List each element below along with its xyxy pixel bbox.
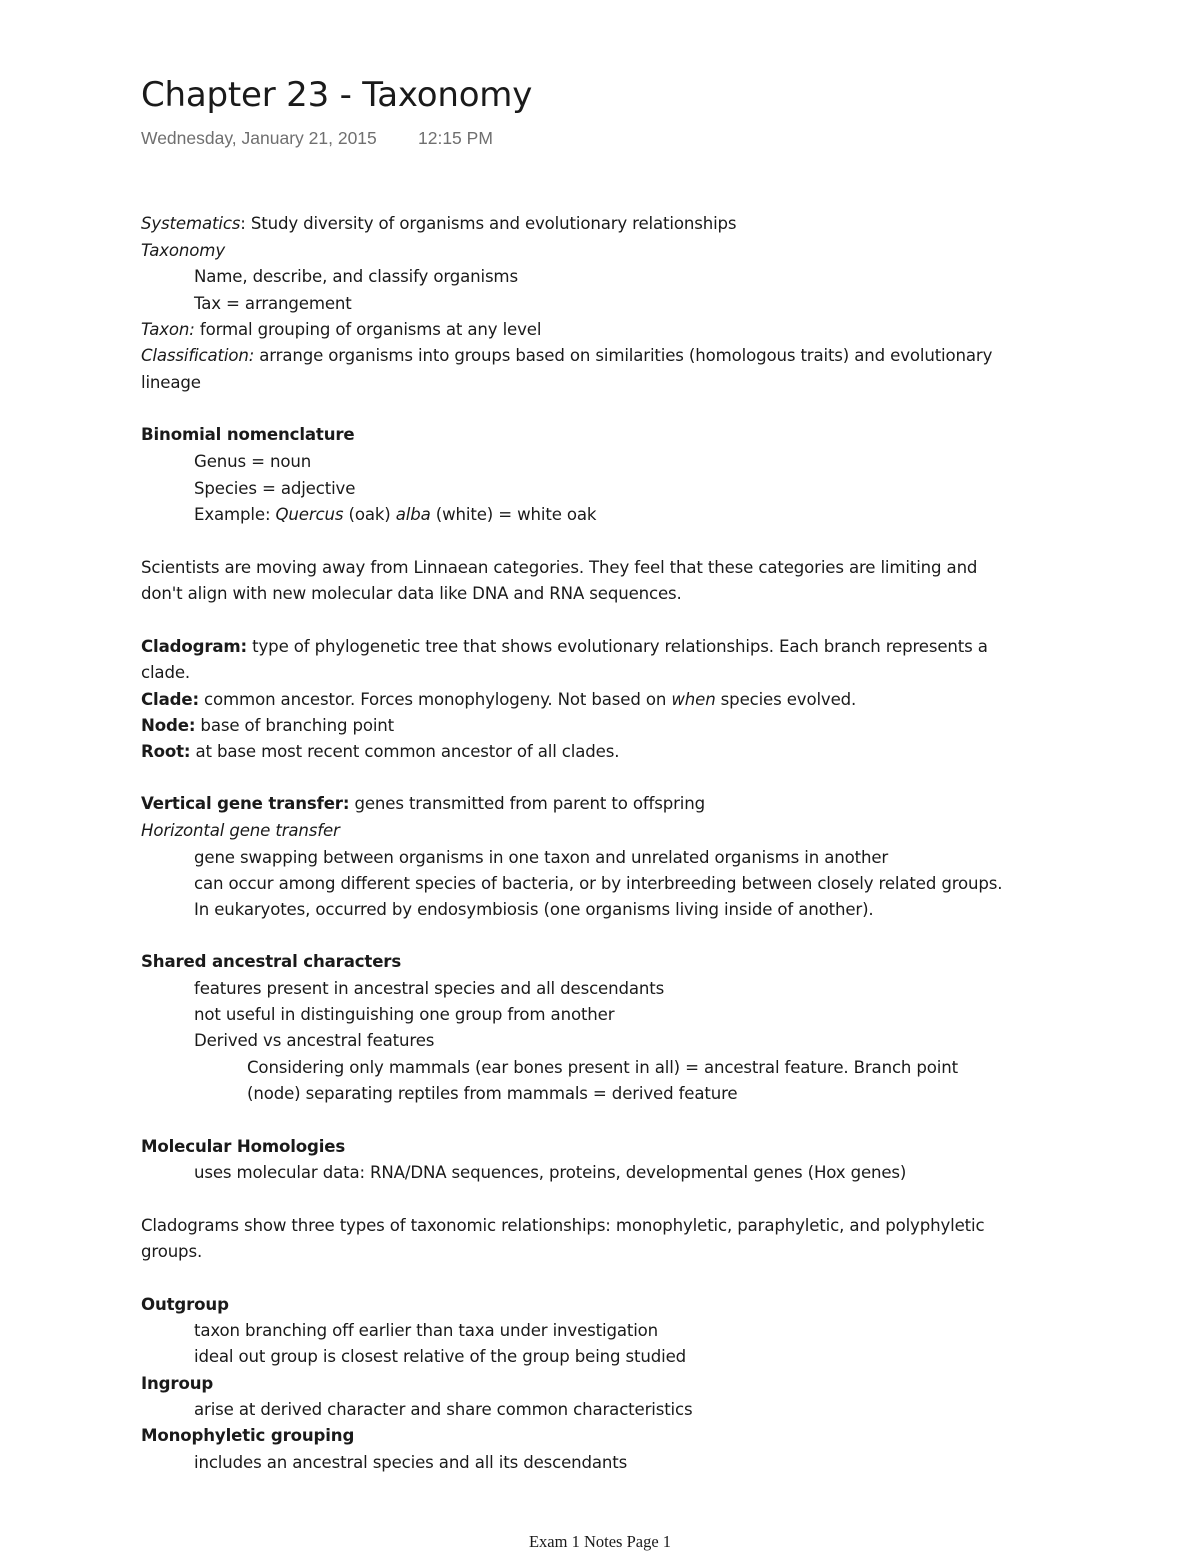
binomial-genus: Genus = noun: [194, 452, 312, 471]
cladogram-line-2: clade.: [141, 663, 191, 682]
binomial-heading: Binomial nomenclature: [141, 425, 355, 444]
classification-term: Classification:: [141, 346, 255, 365]
root-line: [141, 740, 619, 764]
linnaean-line-2: don't align with new molecular data like DNA and RNA sequences.: [141, 584, 682, 603]
linnaean-line-1: Scientists are moving away from Linnaean categories. They feel that these categories are limiting and: [141, 558, 978, 577]
cladogram-line: [141, 635, 988, 659]
shared-subpoint-2: (node) separating reptiles from mammals = derived feature: [247, 1084, 738, 1103]
systematics-text: : Study diversity of organisms and evolutionary relationships: [240, 214, 737, 233]
horizontal-point-3: In eukaryotes, occurred by endosymbiosis (one organisms living inside of another).: [194, 900, 874, 919]
systematics-term: Systematics: [141, 214, 241, 233]
example-suffix: (white) = white oak: [430, 505, 597, 524]
taxonomy-line: [141, 239, 225, 263]
shared-point-2: not useful in distinguishing one group from another: [194, 1005, 615, 1024]
shared-point-1: features present in ancestral species and all descendants: [194, 979, 665, 998]
page-footer: Exam 1 Notes Page 1: [528, 1532, 672, 1551]
types-line-1: Cladograms show three types of taxonomic relationships: monophyletic, paraphyletic, and polyphyletic: [141, 1216, 985, 1235]
classification-text: arrange organisms into groups based on similarities (homologous traits) and evolutionary: [254, 346, 993, 365]
shared-heading: Shared ancestral characters: [141, 952, 402, 971]
vertical-transfer-line: [141, 792, 705, 816]
shared-point-3: Derived vs ancestral features: [194, 1031, 435, 1050]
horizontal-term: Horizontal gene transfer: [141, 821, 340, 840]
outgroup-point-2: ideal out group is closest relative of the group being studied: [194, 1347, 687, 1366]
node-text: base of branching point: [195, 716, 395, 735]
shared-subpoint-1: Considering only mammals (ear bones present in all) = ancestral feature. Branch point: [247, 1058, 958, 1077]
types-line-2: groups.: [141, 1242, 203, 1261]
horizontal-point-2: can occur among different species of bacteria, or by interbreeding between closely related groups.: [194, 874, 1003, 893]
classification-line-2: lineage: [141, 373, 201, 392]
note-date: Wednesday, January 21, 2015: [141, 128, 377, 148]
taxonomy-term: Taxonomy: [141, 241, 225, 260]
cladogram-text: type of phylogenetic tree that shows evolutionary relationships. Each branch represents a: [247, 637, 988, 656]
root-text: at base most recent common ancestor of all clades.: [190, 742, 620, 761]
taxonomy-point-1: Name, describe, and classify organisms: [194, 267, 518, 286]
horizontal-point-1: gene swapping between organisms in one taxon and unrelated organisms in another: [194, 848, 889, 867]
cladogram-term: Cladogram:: [141, 637, 248, 656]
clade-line: [141, 688, 856, 712]
clade-emph: when: [671, 690, 716, 709]
example-prefix: Example:: [194, 505, 276, 524]
taxon-text: formal grouping of organisms at any level: [194, 320, 542, 339]
node-line: [141, 714, 394, 738]
molecular-heading: Molecular Homologies: [141, 1137, 346, 1156]
vertical-text: genes transmitted from parent to offspring: [349, 794, 705, 813]
clade-term: Clade:: [141, 690, 199, 709]
page-title: Chapter 23 - Taxonomy: [141, 75, 533, 115]
ingroup-point-1: arise at derived character and share common characteristics: [194, 1400, 693, 1419]
example-genus: Quercus: [275, 505, 344, 524]
classification-line: [141, 344, 992, 368]
binomial-example: [194, 503, 596, 527]
outgroup-point-1: taxon branching off earlier than taxa under investigation: [194, 1321, 659, 1340]
vertical-term: Vertical gene transfer:: [141, 794, 350, 813]
root-term: Root:: [141, 742, 191, 761]
ingroup-heading: Ingroup: [141, 1374, 214, 1393]
outgroup-heading: Outgroup: [141, 1295, 229, 1314]
taxon-term: Taxon:: [141, 320, 195, 339]
clade-text: common ancestor. Forces monophylogeny. Not based on: [198, 690, 672, 709]
systematics-line: [141, 212, 736, 236]
taxon-line: [141, 318, 541, 342]
binomial-species: Species = adjective: [194, 479, 356, 498]
monophyletic-point-1: includes an ancestral species and all its descendants: [194, 1453, 628, 1472]
horizontal-transfer-line: [141, 819, 340, 843]
monophyletic-heading: Monophyletic grouping: [141, 1426, 355, 1445]
taxonomy-point-2: Tax = arrangement: [194, 294, 352, 313]
node-term: Node:: [141, 716, 196, 735]
note-time: 12:15 PM: [418, 128, 493, 148]
example-mid: (oak): [343, 505, 396, 524]
molecular-point-1: uses molecular data: RNA/DNA sequences, proteins, developmental genes (Hox genes): [194, 1163, 907, 1182]
example-species: alba: [395, 505, 431, 524]
clade-text-end: species evolved.: [715, 690, 857, 709]
